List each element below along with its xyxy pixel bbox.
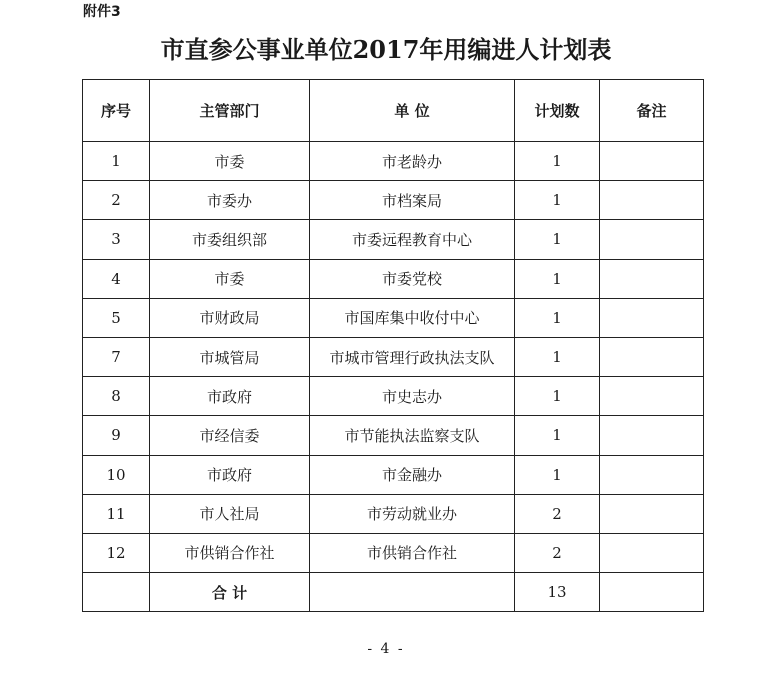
- row-note: [600, 259, 704, 298]
- row-no: 9: [83, 416, 150, 455]
- row-dept: 市政府: [150, 377, 310, 416]
- page-number: - 4 -: [367, 641, 405, 657]
- table-body: [83, 142, 704, 573]
- row-dept: 市供销合作社: [150, 533, 310, 572]
- row-count: 1: [515, 142, 600, 181]
- table-row: [83, 494, 704, 533]
- row-count: 1: [515, 377, 600, 416]
- row-no: 12: [83, 533, 150, 572]
- document-title: 市直参公事业单位2017年用编进人计划表: [160, 35, 612, 64]
- row-dept: 市委: [150, 142, 310, 181]
- column-header-count: 计划数: [515, 80, 600, 142]
- row-note: [600, 416, 704, 455]
- row-unit: 市国库集中收付中心: [310, 298, 515, 337]
- row-unit: 市城市管理行政执法支队: [310, 337, 515, 376]
- row-count: 1: [515, 259, 600, 298]
- row-dept: 市政府: [150, 455, 310, 494]
- attachment-label: 附件3: [83, 4, 121, 20]
- table-row: [83, 533, 704, 572]
- row-no: 3: [83, 220, 150, 259]
- row-unit: 市劳动就业办: [310, 494, 515, 533]
- column-header-no: 序号: [83, 80, 150, 142]
- table-row: [83, 142, 704, 181]
- row-note: [600, 337, 704, 376]
- plan-table: [82, 79, 704, 612]
- table-row: [83, 337, 704, 376]
- row-unit: 市老龄办: [310, 142, 515, 181]
- column-header-note: 备注: [600, 80, 704, 142]
- table-row: [83, 455, 704, 494]
- row-unit: 市节能执法监察支队: [310, 416, 515, 455]
- row-unit: 市史志办: [310, 377, 515, 416]
- table-header-row: [83, 80, 704, 142]
- row-count: 1: [515, 416, 600, 455]
- row-unit: 市委党校: [310, 259, 515, 298]
- row-no: 7: [83, 337, 150, 376]
- total-no-cell: [83, 573, 150, 612]
- row-dept: 市财政局: [150, 298, 310, 337]
- row-note: [600, 220, 704, 259]
- row-note: [600, 455, 704, 494]
- total-label: 合 计: [150, 573, 310, 612]
- row-note: [600, 533, 704, 572]
- row-no: 1: [83, 142, 150, 181]
- row-count: 2: [515, 533, 600, 572]
- row-no: 11: [83, 494, 150, 533]
- row-unit: 市供销合作社: [310, 533, 515, 572]
- row-no: 5: [83, 298, 150, 337]
- row-note: [600, 377, 704, 416]
- row-count: 2: [515, 494, 600, 533]
- table-row: [83, 416, 704, 455]
- row-note: [600, 142, 704, 181]
- row-unit: 市金融办: [310, 455, 515, 494]
- table-row: [83, 220, 704, 259]
- row-dept: 市委组织部: [150, 220, 310, 259]
- row-count: 1: [515, 455, 600, 494]
- row-note: [600, 298, 704, 337]
- row-dept: 市经信委: [150, 416, 310, 455]
- total-row: [83, 573, 704, 612]
- row-note: [600, 181, 704, 220]
- row-count: 1: [515, 298, 600, 337]
- row-no: 8: [83, 377, 150, 416]
- total-note-cell: [600, 573, 704, 612]
- column-header-dept: 主管部门: [150, 80, 310, 142]
- total-unit-cell: [310, 573, 515, 612]
- total-count: 13: [515, 573, 600, 612]
- row-no: 10: [83, 455, 150, 494]
- row-dept: 市委办: [150, 181, 310, 220]
- row-unit: 市委远程教育中心: [310, 220, 515, 259]
- row-count: 1: [515, 181, 600, 220]
- row-note: [600, 494, 704, 533]
- row-dept: 市委: [150, 259, 310, 298]
- column-header-unit: 单 位: [310, 80, 515, 142]
- row-no: 4: [83, 259, 150, 298]
- row-count: 1: [515, 220, 600, 259]
- table-row: [83, 259, 704, 298]
- row-count: 1: [515, 337, 600, 376]
- row-no: 2: [83, 181, 150, 220]
- row-unit: 市档案局: [310, 181, 515, 220]
- table-row: [83, 181, 704, 220]
- row-dept: 市人社局: [150, 494, 310, 533]
- row-dept: 市城管局: [150, 337, 310, 376]
- table-row: [83, 377, 704, 416]
- table-row: [83, 298, 704, 337]
